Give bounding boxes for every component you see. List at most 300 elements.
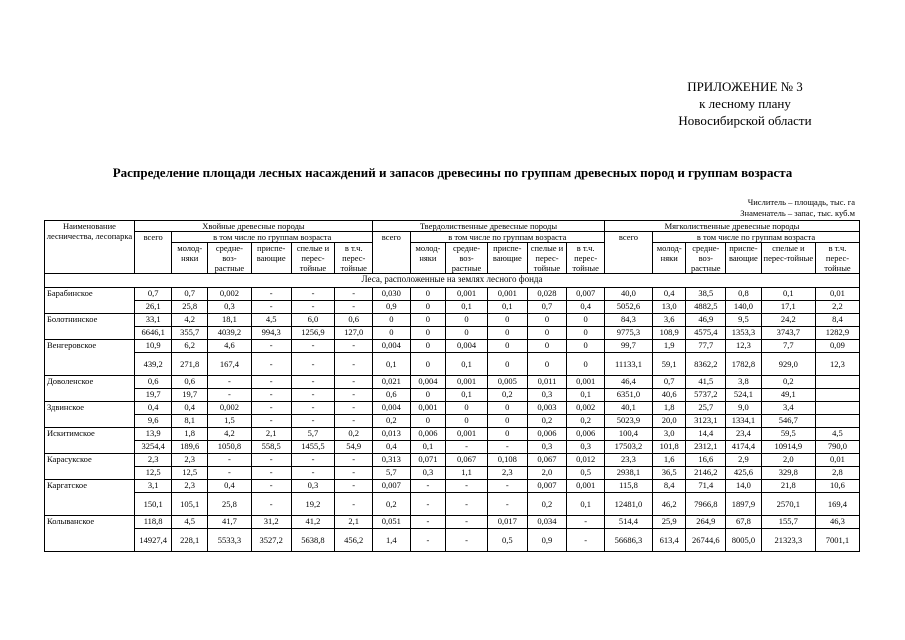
volume-cell: 19,2 (291, 493, 335, 516)
volume-cell: 1782,8 (726, 353, 762, 376)
volume-cell: 2146,2 (686, 467, 726, 480)
area-cell: 2,3 (172, 454, 208, 467)
area-cell: 0,030 (373, 288, 411, 301)
area-cell: - (446, 480, 488, 493)
volume-cell: - (251, 493, 291, 516)
header-age-middle: средне-воз-растные (446, 243, 488, 274)
volume-cell: 228,1 (172, 529, 208, 552)
volume-cell: - (335, 467, 373, 480)
volume-cell: - (251, 389, 291, 402)
appendix-subtitle: к лесному плану (699, 96, 791, 111)
area-cell: 46,4 (604, 376, 652, 389)
area-cell: 0,7 (653, 376, 686, 389)
area-cell: 0 (567, 340, 605, 353)
header-by-age: в том числе по группам возраста (410, 232, 604, 243)
volume-cell: 2938,1 (604, 467, 652, 480)
area-cell: 0,028 (527, 288, 567, 301)
volume-cell: 11133,1 (604, 353, 652, 376)
area-cell: 0,007 (567, 288, 605, 301)
volume-cell: 54,9 (335, 441, 373, 454)
volume-cell: 3743,7 (761, 327, 815, 340)
header-age-young: молод-няки (410, 243, 446, 274)
area-cell: 0 (410, 340, 446, 353)
area-cell: - (291, 454, 335, 467)
header-age-young: молод-няки (653, 243, 686, 274)
area-cell: 0 (487, 314, 527, 327)
units-note (740, 197, 855, 219)
area-cell: 4,5 (251, 314, 291, 327)
area-cell: 24,2 (761, 314, 815, 327)
volume-cell: 0,9 (373, 301, 411, 314)
volume-cell: 19,7 (172, 389, 208, 402)
area-cell: 0,011 (527, 376, 567, 389)
volume-cell: 167,4 (207, 353, 251, 376)
area-cell: 3,6 (653, 314, 686, 327)
volume-cell: 5023,9 (604, 415, 652, 428)
area-cell: - (567, 516, 605, 529)
volume-cell: - (251, 415, 291, 428)
table-row (45, 327, 860, 340)
table-row (45, 493, 860, 516)
volume-cell: 6646,1 (134, 327, 172, 340)
volume-cell: 26744,6 (686, 529, 726, 552)
volume-cell: 546,7 (761, 415, 815, 428)
volume-cell: 1334,1 (726, 415, 762, 428)
area-cell: 0,034 (527, 516, 567, 529)
area-cell: 0,013 (373, 428, 411, 441)
volume-cell: 0,4 (567, 301, 605, 314)
header-age-overmature: в т.ч. перес-тойные (815, 243, 859, 274)
area-cell: 14,4 (686, 428, 726, 441)
volume-cell (815, 389, 859, 402)
area-cell: 99,7 (604, 340, 652, 353)
section-title: Леса, расположенные на землях лесного фонда (45, 274, 860, 288)
forestry-name: Болотнинское (45, 314, 135, 340)
volume-cell: 3123,1 (686, 415, 726, 428)
area-cell: 2,3 (134, 454, 172, 467)
area-cell: 41,5 (686, 376, 726, 389)
volume-cell: 0 (487, 327, 527, 340)
volume-cell: 0 (373, 327, 411, 340)
area-cell: 0,001 (410, 402, 446, 415)
volume-cell: 56686,3 (604, 529, 652, 552)
area-cell: 0,8 (726, 288, 762, 301)
forestry-name: Каргатское (45, 480, 135, 516)
area-cell: 0 (567, 314, 605, 327)
area-cell: - (291, 288, 335, 301)
area-cell: - (207, 454, 251, 467)
area-cell: 0,021 (373, 376, 411, 389)
volume-cell: 12,3 (815, 353, 859, 376)
volume-cell: 0,2 (527, 415, 567, 428)
area-cell: 3,0 (653, 428, 686, 441)
table-row (45, 340, 860, 353)
area-cell: 40,0 (604, 288, 652, 301)
area-cell: 0,313 (373, 454, 411, 467)
table-row (45, 389, 860, 402)
volume-cell: 101,8 (653, 441, 686, 454)
area-cell: 0,007 (527, 480, 567, 493)
area-cell: 115,8 (604, 480, 652, 493)
area-cell: 0,071 (410, 454, 446, 467)
area-cell: - (251, 340, 291, 353)
volume-cell: 1256,9 (291, 327, 335, 340)
area-cell: - (410, 480, 446, 493)
volume-cell: 439,2 (134, 353, 172, 376)
volume-cell: 0,4 (373, 441, 411, 454)
area-cell: 0 (373, 314, 411, 327)
volume-cell: - (446, 529, 488, 552)
header-group-conifer: Хвойные древесные породы (134, 221, 372, 232)
volume-cell: 8,1 (172, 415, 208, 428)
volume-cell: 0 (567, 353, 605, 376)
area-cell: 0,108 (487, 454, 527, 467)
area-cell: 8,4 (653, 480, 686, 493)
volume-cell: - (567, 529, 605, 552)
volume-cell: 7966,8 (686, 493, 726, 516)
volume-cell: - (251, 467, 291, 480)
table-row (45, 529, 860, 552)
area-cell: 0,006 (410, 428, 446, 441)
area-cell: 0,2 (335, 428, 373, 441)
area-cell: 8,4 (815, 314, 859, 327)
table-row (45, 288, 860, 301)
volume-cell: 19,7 (134, 389, 172, 402)
volume-cell: 1282,9 (815, 327, 859, 340)
area-cell: 59,5 (761, 428, 815, 441)
volume-cell: 8005,0 (726, 529, 762, 552)
volume-cell: 0,3 (207, 301, 251, 314)
volume-cell: 189,6 (172, 441, 208, 454)
volume-cell: 25,8 (172, 301, 208, 314)
header-name: Наименование лесничества, лесопарка (45, 221, 135, 274)
volume-cell: 1,4 (373, 529, 411, 552)
volume-cell: 8362,2 (686, 353, 726, 376)
distribution-table (44, 220, 860, 552)
units-denominator: Знаменатель – запас, тыс. куб.м (740, 208, 855, 218)
volume-cell: 0,2 (567, 415, 605, 428)
area-cell: 0,09 (815, 340, 859, 353)
header-age-premature: приспе-вающие (487, 243, 527, 274)
area-cell: 3,8 (726, 376, 762, 389)
header-age-young: молод-няки (172, 243, 208, 274)
volume-cell: 329,8 (761, 467, 815, 480)
volume-cell: 0,1 (373, 353, 411, 376)
table-row (45, 454, 860, 467)
area-cell: 0 (527, 314, 567, 327)
area-cell: - (291, 340, 335, 353)
area-cell: 264,9 (686, 516, 726, 529)
area-cell: 0,4 (653, 288, 686, 301)
volume-cell: 6351,0 (604, 389, 652, 402)
volume-cell: - (335, 301, 373, 314)
area-cell (815, 376, 859, 389)
area-cell: 0,051 (373, 516, 411, 529)
area-cell: 0 (527, 340, 567, 353)
volume-cell: 355,7 (172, 327, 208, 340)
volume-cell: 0 (527, 353, 567, 376)
volume-cell: 5638,8 (291, 529, 335, 552)
area-cell: 0,005 (487, 376, 527, 389)
volume-cell: 0,7 (527, 301, 567, 314)
volume-cell: 1455,5 (291, 441, 335, 454)
header-age-mature: спелые и перес-тойные (761, 243, 815, 274)
area-cell: - (335, 376, 373, 389)
volume-cell: 0,2 (527, 493, 567, 516)
volume-cell: 790,0 (815, 441, 859, 454)
area-cell: 0,002 (207, 288, 251, 301)
volume-cell: 14927,4 (134, 529, 172, 552)
area-cell: 0,003 (527, 402, 567, 415)
volume-cell: 0,3 (527, 389, 567, 402)
volume-cell: 0,9 (527, 529, 567, 552)
volume-cell: 4039,2 (207, 327, 251, 340)
volume-cell: 0 (567, 327, 605, 340)
area-cell: - (410, 516, 446, 529)
forestry-name: Барабинское (45, 288, 135, 314)
area-cell: 2,0 (761, 454, 815, 467)
volume-cell: 929,0 (761, 353, 815, 376)
volume-cell: 5052,6 (604, 301, 652, 314)
area-cell: 4,5 (172, 516, 208, 529)
area-cell: 6,0 (291, 314, 335, 327)
volume-cell: - (291, 467, 335, 480)
volume-cell: 271,8 (172, 353, 208, 376)
forestry-name: Искитимское (45, 428, 135, 454)
area-cell: 0,004 (373, 402, 411, 415)
volume-cell: 613,4 (653, 529, 686, 552)
volume-cell: 1,1 (446, 467, 488, 480)
area-cell: 7,7 (761, 340, 815, 353)
table-row (45, 301, 860, 314)
volume-cell: 0,6 (373, 389, 411, 402)
area-cell: 0,6 (134, 376, 172, 389)
area-cell: 16,6 (686, 454, 726, 467)
area-cell: 0,6 (172, 376, 208, 389)
volume-cell: 7001,1 (815, 529, 859, 552)
header-by-age: в том числе по группам возраста (653, 232, 860, 243)
area-cell: - (251, 402, 291, 415)
volume-cell: 49,1 (761, 389, 815, 402)
area-cell: 155,7 (761, 516, 815, 529)
area-cell (815, 402, 859, 415)
header-age-overmature: в т.ч. перес-тойные (567, 243, 605, 274)
volume-cell: 0,1 (567, 493, 605, 516)
area-cell: - (335, 454, 373, 467)
area-cell: 1,8 (653, 402, 686, 415)
area-cell: 0,067 (446, 454, 488, 467)
volume-cell: 1897,9 (726, 493, 762, 516)
area-cell: 118,8 (134, 516, 172, 529)
volume-cell: - (291, 415, 335, 428)
area-cell: 0,004 (410, 376, 446, 389)
volume-cell: 13,0 (653, 301, 686, 314)
header-age-middle: средне-воз-растные (686, 243, 726, 274)
volume-cell: - (207, 389, 251, 402)
area-cell: 0,001 (567, 376, 605, 389)
forestry-name: Венгеровское (45, 340, 135, 376)
area-cell: 67,8 (726, 516, 762, 529)
volume-cell: 2,3 (487, 467, 527, 480)
header-age-overmature: в т.ч. перес-тойные (335, 243, 373, 274)
table-row (45, 402, 860, 415)
table-row (45, 467, 860, 480)
header-age-mature: спелые и перес-тойные (291, 243, 335, 274)
document-title: Распределение площади лесных насаждений и запасов древесины по группам древесных пород и группам возраста (112, 165, 793, 180)
area-cell: 0,4 (207, 480, 251, 493)
area-cell: - (251, 288, 291, 301)
header-total: всего (134, 232, 172, 274)
header-age-mature: спелые и перес-тойные (527, 243, 567, 274)
area-cell: 31,2 (251, 516, 291, 529)
volume-cell: - (410, 493, 446, 516)
volume-cell: 12,5 (172, 467, 208, 480)
appendix-region: Новосибирской области (678, 113, 812, 128)
volume-cell: 5,7 (373, 467, 411, 480)
volume-cell: 5737,2 (686, 389, 726, 402)
volume-cell: 0 (410, 415, 446, 428)
volume-cell: 0 (410, 301, 446, 314)
volume-cell: - (446, 493, 488, 516)
volume-cell: 17503,2 (604, 441, 652, 454)
volume-cell: 17,1 (761, 301, 815, 314)
volume-cell: 0,2 (373, 415, 411, 428)
area-cell: - (335, 288, 373, 301)
table-row (45, 516, 860, 529)
volume-cell: 4575,4 (686, 327, 726, 340)
volume-cell: - (335, 389, 373, 402)
header-total: всего (604, 232, 652, 274)
volume-cell: 0,1 (446, 301, 488, 314)
volume-cell: 2570,1 (761, 493, 815, 516)
volume-cell: 4882,5 (686, 301, 726, 314)
area-cell: - (335, 340, 373, 353)
area-cell: 12,3 (726, 340, 762, 353)
area-cell: - (335, 480, 373, 493)
volume-cell: 9775,3 (604, 327, 652, 340)
area-cell: 0,017 (487, 516, 527, 529)
area-cell: 10,9 (134, 340, 172, 353)
area-cell: 2,1 (251, 428, 291, 441)
volume-cell: 0,5 (487, 529, 527, 552)
area-cell: 0,01 (815, 288, 859, 301)
volume-cell: 46,2 (653, 493, 686, 516)
area-cell: 5,7 (291, 428, 335, 441)
appendix-header (600, 78, 890, 129)
area-cell: 0,004 (373, 340, 411, 353)
area-cell: 2,1 (335, 516, 373, 529)
area-cell: 0 (446, 402, 488, 415)
area-cell: 25,7 (686, 402, 726, 415)
area-cell: 41,7 (207, 516, 251, 529)
volume-cell: 12,5 (134, 467, 172, 480)
area-cell: 9,0 (726, 402, 762, 415)
volume-cell: - (335, 353, 373, 376)
volume-cell: 25,8 (207, 493, 251, 516)
area-cell: 0,01 (815, 454, 859, 467)
area-cell: 25,9 (653, 516, 686, 529)
volume-cell: 0,5 (567, 467, 605, 480)
area-cell: 0,1 (761, 288, 815, 301)
volume-cell: 0 (446, 327, 488, 340)
volume-cell: 26,1 (134, 301, 172, 314)
area-cell: 2,3 (172, 480, 208, 493)
area-cell: 77,7 (686, 340, 726, 353)
area-cell: 100,4 (604, 428, 652, 441)
volume-cell: - (251, 301, 291, 314)
volume-cell: - (487, 441, 527, 454)
area-cell: 0,001 (446, 376, 488, 389)
area-cell: 1,9 (653, 340, 686, 353)
area-cell: 0,006 (527, 428, 567, 441)
area-cell: 18,1 (207, 314, 251, 327)
volume-cell: - (410, 529, 446, 552)
area-cell: 14,0 (726, 480, 762, 493)
volume-cell: 0 (410, 353, 446, 376)
volume-cell: 0,1 (446, 389, 488, 402)
area-cell: 23,3 (604, 454, 652, 467)
table-row (45, 441, 860, 454)
area-cell: 0,012 (567, 454, 605, 467)
header-group-hardwood: Твердолиственные древесные породы (373, 221, 605, 232)
header-age-middle: средне-воз-растные (207, 243, 251, 274)
volume-cell: 59,1 (653, 353, 686, 376)
area-cell: 0,006 (567, 428, 605, 441)
area-cell: 4,5 (815, 428, 859, 441)
volume-cell: 12481,0 (604, 493, 652, 516)
area-cell: 0,001 (446, 428, 488, 441)
volume-cell: 994,3 (251, 327, 291, 340)
forestry-name: Карасукское (45, 454, 135, 480)
area-cell: 84,3 (604, 314, 652, 327)
volume-cell: 2312,1 (686, 441, 726, 454)
volume-cell: 0,2 (373, 493, 411, 516)
volume-cell: - (251, 353, 291, 376)
area-cell: 23,4 (726, 428, 762, 441)
table-row (45, 480, 860, 493)
area-cell: 0 (487, 340, 527, 353)
area-cell: 0 (487, 402, 527, 415)
volume-cell: 36,5 (653, 467, 686, 480)
area-cell: 71,4 (686, 480, 726, 493)
area-cell: 0,002 (207, 402, 251, 415)
header-by-age: в том числе по группам возраста (172, 232, 373, 243)
volume-cell: 140,0 (726, 301, 762, 314)
header-age-premature: приспе-вающие (251, 243, 291, 274)
volume-cell: 3527,2 (251, 529, 291, 552)
volume-cell: 105,1 (172, 493, 208, 516)
volume-cell: - (335, 493, 373, 516)
area-cell: 13,9 (134, 428, 172, 441)
area-cell: 4,2 (207, 428, 251, 441)
volume-cell: - (291, 301, 335, 314)
volume-cell: 21323,3 (761, 529, 815, 552)
volume-cell: - (335, 415, 373, 428)
area-cell: 46,3 (815, 516, 859, 529)
area-cell: - (335, 402, 373, 415)
table-row (45, 428, 860, 441)
area-cell: 9,5 (726, 314, 762, 327)
volume-cell: 169,4 (815, 493, 859, 516)
area-cell: 1,6 (653, 454, 686, 467)
volume-cell: 10914,9 (761, 441, 815, 454)
volume-cell: - (207, 467, 251, 480)
area-cell: 0,4 (172, 402, 208, 415)
volume-cell: 0,3 (567, 441, 605, 454)
volume-cell: 0 (410, 327, 446, 340)
area-cell: - (291, 402, 335, 415)
area-cell: - (446, 516, 488, 529)
